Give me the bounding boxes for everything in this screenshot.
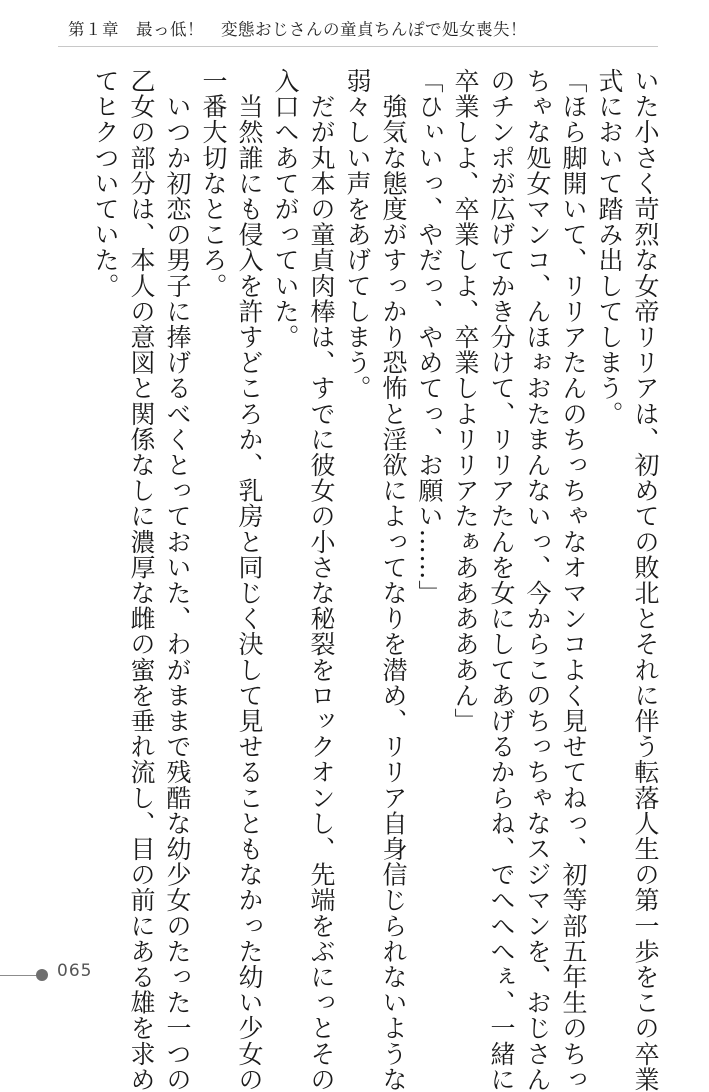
text-column: いつか初恋の男子に捧げるべくとっておいた、わがままで残酷な幼少女のたった一つの — [163, 68, 192, 1092]
footer-dot-icon — [36, 969, 48, 981]
text-column: 式において踏み出してしまう。 — [595, 68, 624, 427]
text-column: 当然誰にも侵入を許すどころか、乳房と同じく決して見せることもなかった幼い少女の — [235, 68, 264, 1092]
text-column: 強気な態度がすっかり恐怖と淫欲によってなりを潜め、リリア自身信じられないような — [379, 68, 408, 1092]
text-column: のチンポが広げてかき分けて、リリアたんを女にしてあげるからね、でへへへぇ、一緒に — [487, 68, 516, 1092]
text-column: だが丸本の童貞肉棒は、すでに彼女の小さな秘裂をロックオンし、先端をぶにっとその — [307, 68, 336, 1092]
text-column: ちゃな処女マンコ、んほぉおたまんないっ、今からこのちっちゃなスジマンを、おじさん — [523, 68, 552, 1092]
footer-rule — [0, 975, 40, 976]
page-number: 065 — [57, 961, 93, 981]
chapter-header: 第１章 最っ低！ 変態おじさんの童貞ちんぽで処女喪失！ — [68, 20, 527, 39]
text-column: 入口へあてがっていた。 — [271, 68, 300, 350]
text-column: 乙女の部分は、本人の意図と関係なしに濃厚な雌の蜜を垂れ流し、目の前にある雄を求め — [127, 68, 156, 1092]
text-column: いた小さく苛烈な女帝リリアは、初めての敗北とそれに伴う転落人生の第一歩をこの卒業 — [631, 68, 660, 1092]
text-column: 一番大切なところ。 — [199, 68, 228, 299]
text-column: 「ほら脚開いて、リリアたんのちっちゃなオマンコよく見せてねっ、初等部五年生のちっ — [559, 68, 588, 1092]
header-divider — [58, 46, 658, 47]
text-column: 弱々しい声をあげてしまう。 — [343, 68, 372, 401]
text-column: てヒクついていた。 — [91, 68, 120, 299]
text-column: 卒業しよ、卒業しよ、卒業しよリリアたぁあああああん」 — [451, 68, 480, 734]
text-column: 「ひぃいっ、やだっ、やめてっ、お願い……」 — [415, 68, 444, 606]
